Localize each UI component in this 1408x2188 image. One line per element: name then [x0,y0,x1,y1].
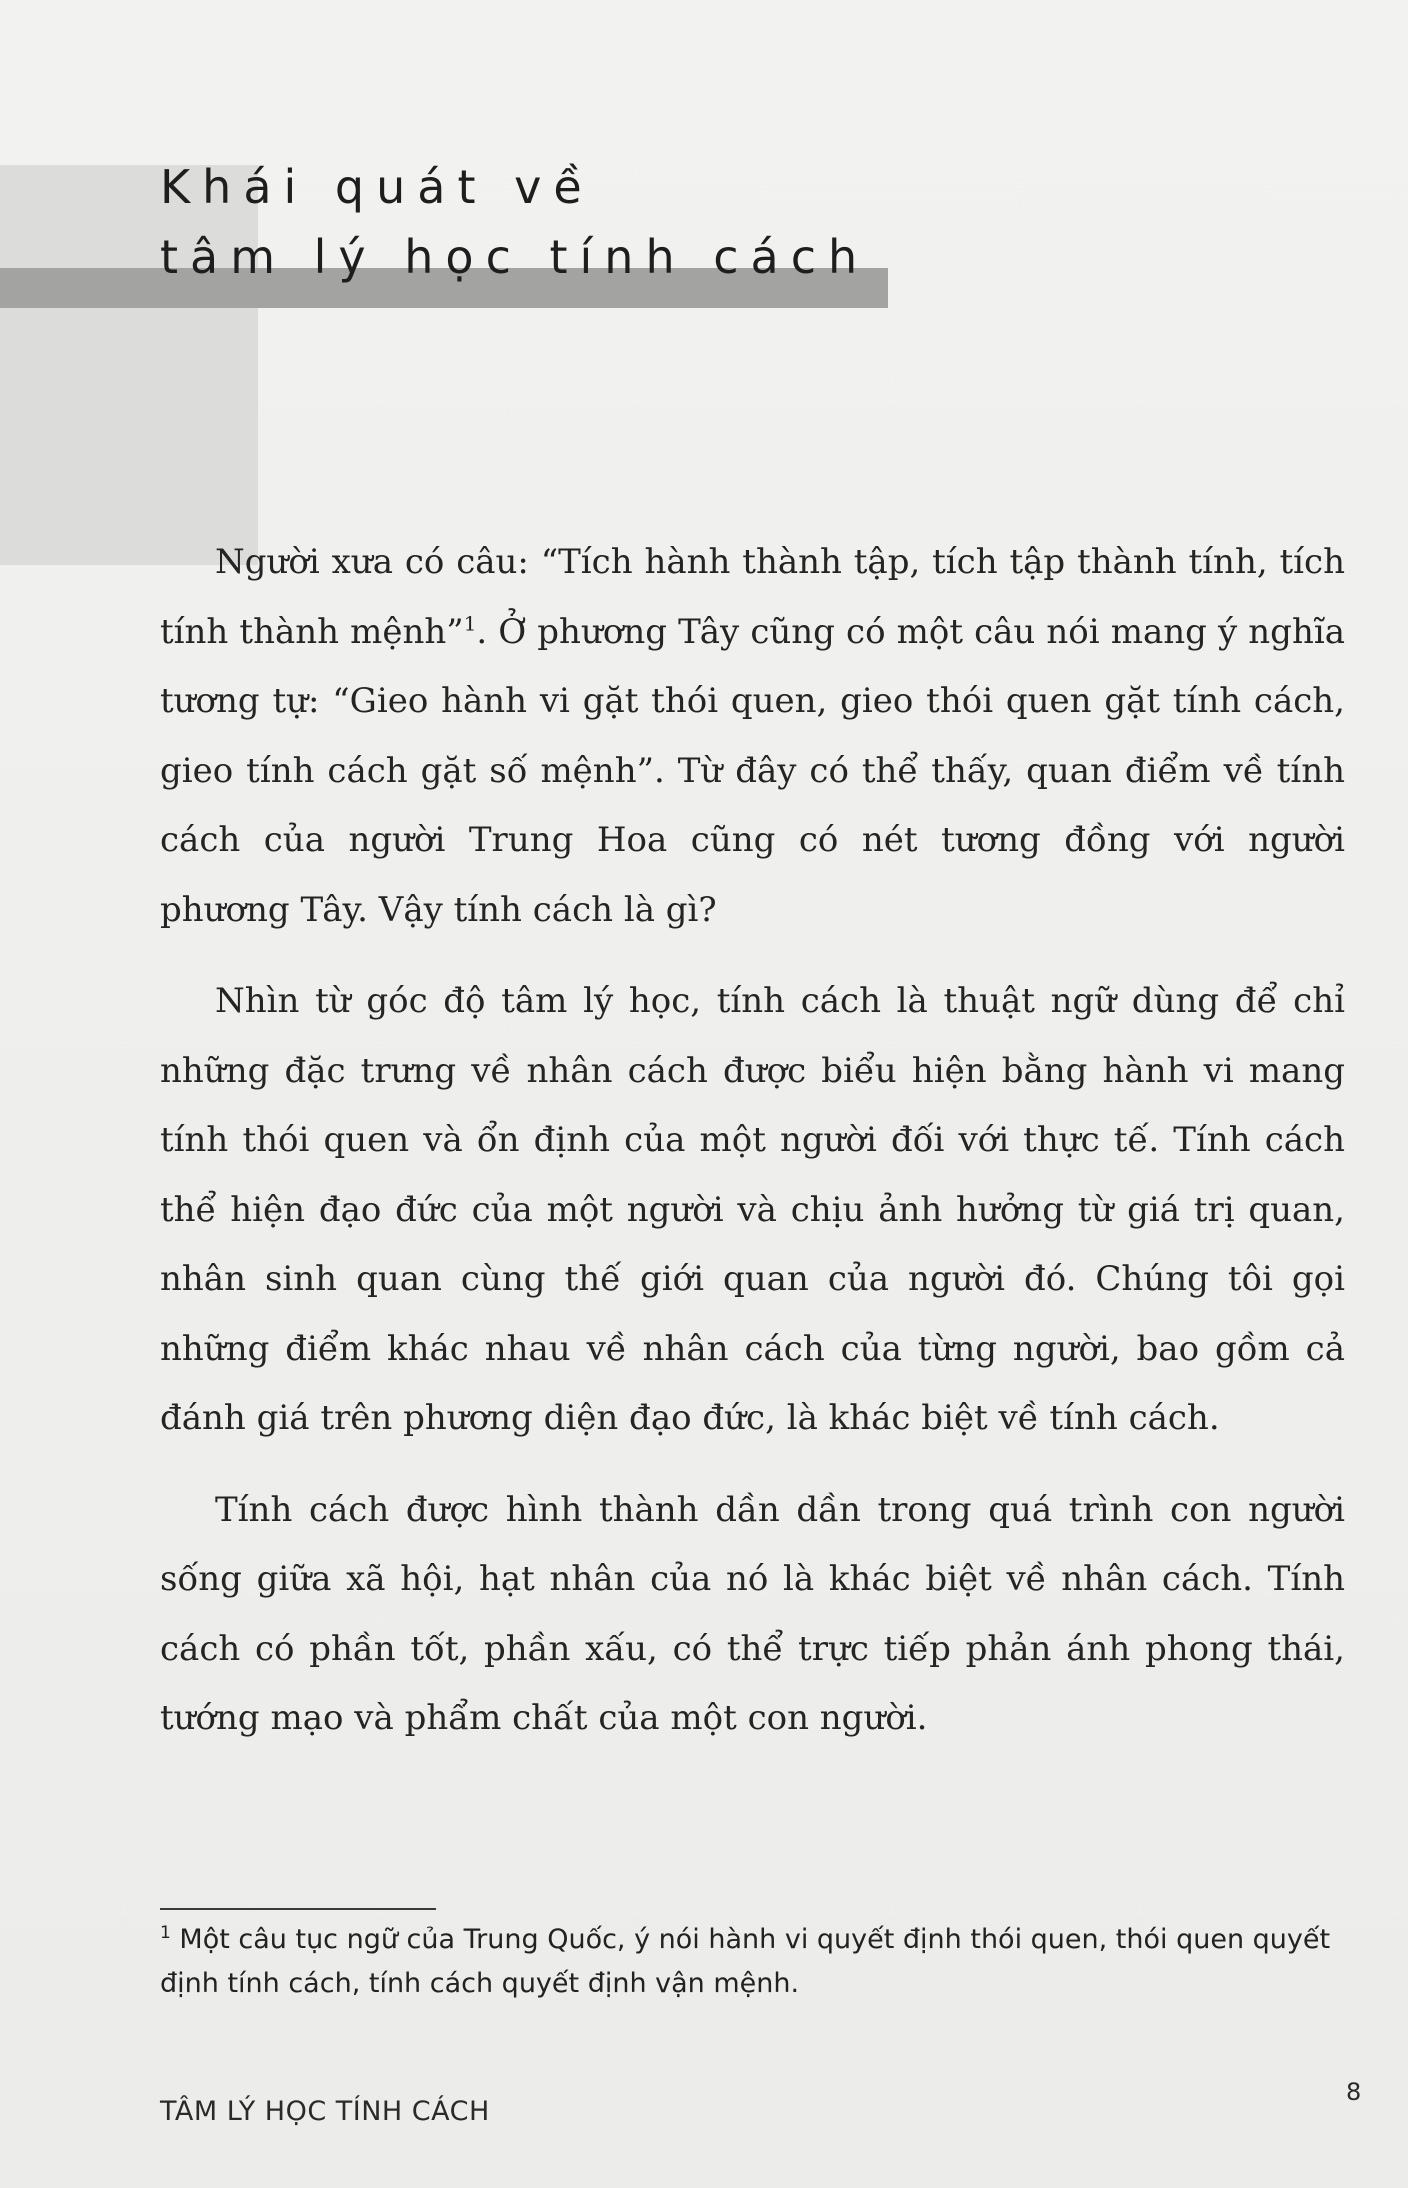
heading-line-1: Khái quát về [160,160,594,214]
footnote-marker: 1 [160,1923,171,1943]
paragraph-1-text-a: Người xưa có câu: “Tích hành thành tập, tích tập thành tính, tích tính thành mệnh” [160,542,1345,652]
section-heading [160,152,869,292]
footnote [160,1918,1360,2006]
footnote-divider [160,1908,436,1910]
running-head: TÂM LÝ HỌC TÍNH CÁCH [160,2096,490,2127]
body-text [160,528,1345,1754]
footnote-reference: 1 [463,611,477,636]
paragraph-1-text-b: . Ở phương Tây cũng có một câu nói mang ý nghĩa tương tự: “Gieo hành vi gặt thói quen, gieo thói quen gặt tính cách, gieo tính cách gặt số mệnh”. Từ đây có thể thấy, quan điểm về tính cách của người Trung Hoa cũng có nét tương đồng với người phương Tây. Vậy tính cách là gì? [160,611,1345,930]
page-number: 8 [1346,2078,1362,2106]
paragraph-1 [160,528,1345,945]
paragraph-2: Nhìn từ góc độ tâm lý học, tính cách là thuật ngữ dùng để chỉ những đặc trưng về nhân cách được biểu hiện bằng hành vi mang tính thói quen và ổn định của một người đối với thực tế. Tính cách thể hiện đạo đức của một người và chịu ảnh hưởng từ giá trị quan, nhân sinh quan cùng thế giới quan của người đó. Chúng tôi gọi những điểm khác nhau về nhân cách của từng người, bao gồm cả đánh giá trên phương diện đạo đức, là khác biệt về tính cách. [160,981,1345,1438]
paragraph-3: Tính cách được hình thành dần dần trong quá trình con người sống giữa xã hội, hạt nhân của nó là khác biệt về nhân cách. Tính cách có phần tốt, phần xấu, có thể trực tiếp phản ánh phong thái, tướng mạo và phẩm chất của một con người. [160,1489,1345,1738]
heading-line-2: tâm lý học tính cách [160,230,870,284]
footnote-text: Một câu tục ngữ của Trung Quốc, ý nói hành vi quyết định thói quen, thói quen quyết định tính cách, tính cách quyết định vận mệnh. [160,1924,1331,1999]
